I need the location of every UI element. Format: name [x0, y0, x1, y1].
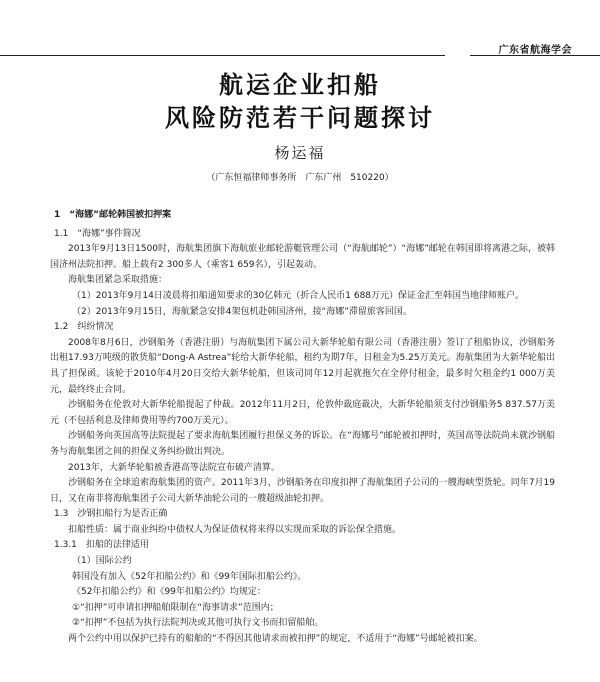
- paper-title-line-1: 航运企业扣船: [219, 71, 381, 99]
- body-paragraph: 扣船性质：属于商业纠纷中债权人为保证债权将来得以实现而采取的诉讼保全措施。: [68, 524, 402, 535]
- body-paragraph: 沙钢船务在全球追索海航集团的资产。2011年3月，沙钢船务在印度扣押了海航集团子公司的一艘海峡型货轮。同年7月19日，又在南非将海航集团子公司大新华油轮公司的一艘超级油轮扣押。: [50, 478, 555, 504]
- list-item: 《52年扣船公约》和《99年扣船公约》均规定：: [72, 587, 266, 598]
- list-item: ①“扣押”可申请扣押船舶限制在“海事请求”范围内；: [72, 602, 279, 613]
- journal-name: 广东省航海学会: [498, 45, 572, 56]
- list-item: ②“扣押”不包括为执行法院判决或其他可执行文书而扣留船舶。: [72, 618, 324, 629]
- subsection-heading: 1.1 “海娜”事件简况: [54, 228, 141, 239]
- subsection-heading: 1.2 纠纷情况: [54, 322, 114, 333]
- body-paragraph: 2013年，大新华轮船被香港高等法院宣布破产清算。: [68, 462, 280, 473]
- subsection-heading: 1.3 沙钢扣船行为是否正确: [54, 509, 168, 520]
- article-body: [50, 208, 555, 648]
- author-name: 杨运福: [274, 144, 326, 162]
- author-affiliation: （广东恒福律师事务所 广东广州 510220）: [206, 173, 394, 183]
- list-item: （1）2013年9月14日凌晨将扣船通知要求的30亿韩元（折合人民币1 688万元）保证金汇至韩国当地律师账户。: [72, 290, 525, 301]
- section-heading: 1 “海娜”邮轮韩国被扣押案: [54, 210, 172, 220]
- list-item: （1）国际公约: [72, 556, 132, 567]
- body-paragraph: 两个公约中用以保护已持有的船舶的“不得因其他请求而被扣押”的规定，不适用于“海娜”号邮轮被扣案。: [68, 634, 483, 645]
- header-rule-left: [0, 55, 445, 56]
- body-paragraph: 2008年8月6日，沙钢船务（香港注册）与海航集团下属公司大新华轮船有限公司（香港注册）签订了租船协议，沙钢船务出租17.93万吨级的散货船“Dong-A Astrea”轮给大新华轮船，租约为期7年，日租金为5.25万美元。海航集团为大新华轮船出具了担保函。该轮于2010年4月20日交给大新华轮船，但该司同年12月起就拖欠在全停付租金，最多时欠租金约1 000万美元，最终终止合同。: [50, 337, 555, 395]
- body-paragraph: 海航集团紧急采取措施：: [68, 275, 168, 286]
- list-item: （2）2013年9月15日，海航紧急安排4架包机赴韩国济州，接“海娜”滞留旅客回国。: [72, 306, 412, 317]
- subsubsection-heading: 1.3.1 扣船的法律适用: [54, 540, 149, 551]
- paper-title-line-2: 风险防范若干问题探讨: [165, 104, 435, 132]
- list-item: 韩国没有加入《52年扣船公约》和《99年国际扣船公约》。: [72, 571, 307, 582]
- body-paragraph: 沙钢船务在伦敦对大新华轮船提起了仲裁。2012年11月2日，伦敦仲裁庭裁决，大新华轮船须支付沙钢船务5 837.57万美元（不包括利息及律师费用等约700万美元）。: [50, 400, 555, 426]
- body-paragraph: 沙钢船务向英国高等法院提起了要求海航集团履行担保义务的诉讼。在“海娜号”邮轮被扣押时，英国高等法院尚未就沙钢船务与海航集团之间的担保义务纠纷做出判决。: [50, 431, 555, 457]
- body-paragraph: 2013年9月13日1500时，海航集团旗下海航旅业邮轮游艇管理公司（“海航邮轮”）“海娜”邮轮在韩国即将离港之际，被韩国济州法院扣押。船上载有2 300多人（乘客1 659名），引起轰动。: [50, 244, 555, 270]
